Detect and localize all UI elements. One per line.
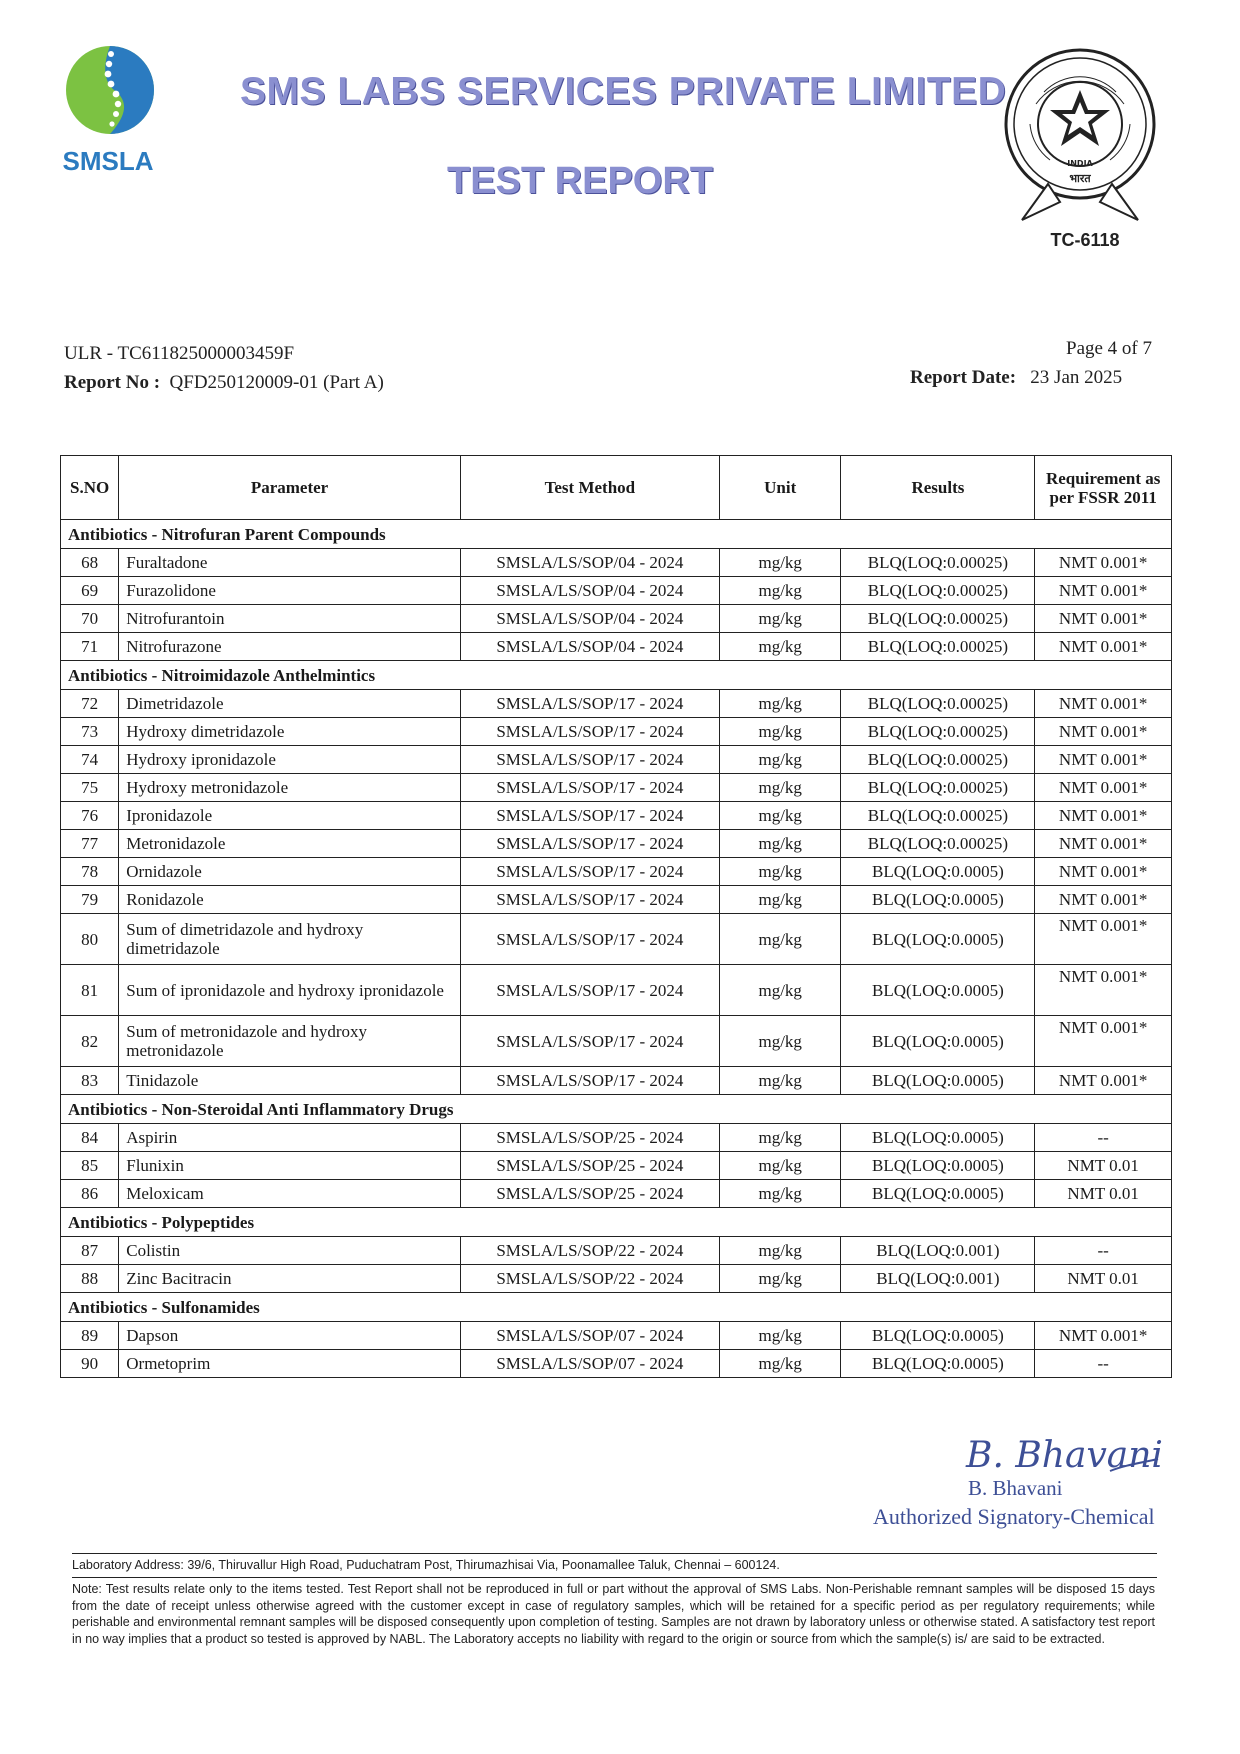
report-date-value: 23 Jan 2025 [1030,367,1123,388]
document-title: TEST REPORT [446,160,714,202]
section-title: Antibiotics - Nitrofuran Parent Compounds [61,520,1172,549]
cell-test-method: SMSLA/LS/SOP/17 - 2024 [460,914,719,965]
report-number-label: Report No : [64,372,161,393]
cell-test-method: SMSLA/LS/SOP/04 - 2024 [460,577,719,605]
cell-unit: mg/kg [719,1016,841,1067]
table-row [61,774,1172,802]
cell-requirement: -- [1035,1350,1172,1378]
section-header-row [61,520,1172,549]
cell-unit: mg/kg [719,549,841,577]
results-table [60,455,1172,1378]
cell-sno: 81 [61,965,119,1016]
cell-requirement: NMT 0.001* [1035,549,1172,577]
cell-test-method: SMSLA/LS/SOP/17 - 2024 [460,718,719,746]
cell-sno: 83 [61,1067,119,1095]
section-title: Antibiotics - Polypeptides [61,1208,1172,1237]
cell-unit: mg/kg [719,605,841,633]
cell-test-method: SMSLA/LS/SOP/07 - 2024 [460,1350,719,1378]
cell-parameter: Nitrofurantoin [119,605,461,633]
cell-test-method: SMSLA/LS/SOP/17 - 2024 [460,746,719,774]
laboratory-address: Laboratory Address: 39/6, Thiruvallur High Road, Puduchatram Post, Thirumazhisai Via, Poonamallee Taluk, Chennai – 600124. [72,1558,780,1572]
cell-result: BLQ(LOQ:0.0005) [841,1124,1035,1152]
cell-parameter: Ipronidazole [119,802,461,830]
cell-test-method: SMSLA/LS/SOP/04 - 2024 [460,605,719,633]
cell-test-method: SMSLA/LS/SOP/17 - 2024 [460,690,719,718]
cell-result: BLQ(LOQ:0.0005) [841,1067,1035,1095]
cell-parameter: Ormetoprim [119,1350,461,1378]
cell-test-method: SMSLA/LS/SOP/04 - 2024 [460,549,719,577]
table-row [61,549,1172,577]
cell-sno: 79 [61,886,119,914]
cell-parameter: Aspirin [119,1124,461,1152]
cell-result: BLQ(LOQ:0.001) [841,1265,1035,1293]
table-row [61,1016,1172,1067]
table-header-row [61,456,1172,520]
cell-unit: mg/kg [719,1124,841,1152]
cell-sno: 85 [61,1152,119,1180]
cell-result: BLQ(LOQ:0.00025) [841,605,1035,633]
cell-test-method: SMSLA/LS/SOP/07 - 2024 [460,1322,719,1350]
table-row [61,1265,1172,1293]
cell-requirement: NMT 0.001* [1035,746,1172,774]
cell-sno: 74 [61,746,119,774]
signatory-name: B. Bhavani [968,1476,1063,1500]
cell-unit: mg/kg [719,830,841,858]
cell-unit: mg/kg [719,746,841,774]
cell-requirement: NMT 0.001* [1035,1322,1172,1350]
table-row [61,1322,1172,1350]
column-header-parameter: Parameter [119,456,461,520]
section-header-row [61,1293,1172,1322]
table-row [61,1067,1172,1095]
section-title: Antibiotics - Nitroimidazole Anthelmintics [61,661,1172,690]
section-header-row [61,661,1172,690]
table-row [61,605,1172,633]
cell-sno: 72 [61,690,119,718]
cell-parameter: Sum of dimetridazole and hydroxy dimetridazole [119,914,461,965]
footer-divider-bottom [72,1577,1157,1578]
table-row [61,830,1172,858]
certificate-number: TC-6118 [1050,230,1120,250]
table-row [61,577,1172,605]
company-name: SMS LABS SERVICES PRIVATE LIMITED [240,70,1007,113]
cell-test-method: SMSLA/LS/SOP/17 - 2024 [460,886,719,914]
cell-sno: 87 [61,1237,119,1265]
cell-parameter: Nitrofurazone [119,633,461,661]
cell-test-method: SMSLA/LS/SOP/17 - 2024 [460,802,719,830]
cell-sno: 71 [61,633,119,661]
cell-result: BLQ(LOQ:0.0005) [841,1152,1035,1180]
seal-text-india: INDIA [1067,159,1093,168]
cell-sno: 76 [61,802,119,830]
seal-text-bharat: भारत [1069,172,1091,185]
cell-unit: mg/kg [719,690,841,718]
cell-unit: mg/kg [719,1265,841,1293]
cell-requirement: NMT 0.001* [1035,690,1172,718]
cell-result: BLQ(LOQ:0.00025) [841,746,1035,774]
cell-parameter: Furaltadone [119,549,461,577]
cell-parameter: Ornidazole [119,858,461,886]
column-header-test-method: Test Method [460,456,719,520]
cell-test-method: SMSLA/LS/SOP/22 - 2024 [460,1265,719,1293]
cell-requirement: NMT 0.01 [1035,1152,1172,1180]
cell-unit: mg/kg [719,633,841,661]
table-row [61,965,1172,1016]
cell-requirement: NMT 0.001* [1035,774,1172,802]
cell-result: BLQ(LOQ:0.001) [841,1237,1035,1265]
cell-requirement: NMT 0.001* [1035,718,1172,746]
cell-sno: 80 [61,914,119,965]
cell-sno: 68 [61,549,119,577]
cell-requirement: NMT 0.001* [1035,605,1172,633]
table-row [61,1237,1172,1265]
cell-result: BLQ(LOQ:0.0005) [841,914,1035,965]
cell-requirement: NMT 0.01 [1035,1265,1172,1293]
cell-requirement: NMT 0.01 [1035,1180,1172,1208]
cell-parameter: Hydroxy ipronidazole [119,746,461,774]
cell-test-method: SMSLA/LS/SOP/17 - 2024 [460,1067,719,1095]
cell-requirement: NMT 0.001* [1035,802,1172,830]
report-date [910,367,1122,389]
cell-parameter: Hydroxy metronidazole [119,774,461,802]
cell-requirement: NMT 0.001* [1035,633,1172,661]
column-header-results: Results [841,456,1035,520]
cell-parameter: Zinc Bacitracin [119,1265,461,1293]
cell-result: BLQ(LOQ:0.00025) [841,633,1035,661]
cell-result: BLQ(LOQ:0.0005) [841,965,1035,1016]
column-header-sno: S.NO [61,456,119,520]
cell-requirement: NMT 0.001* [1035,886,1172,914]
section-header-row [61,1208,1172,1237]
table-row [61,914,1172,965]
cell-parameter: Tinidazole [119,1067,461,1095]
cell-sno: 75 [61,774,119,802]
table-row [61,690,1172,718]
report-number [64,372,384,394]
cell-result: BLQ(LOQ:0.0005) [841,886,1035,914]
table-row [61,858,1172,886]
cell-sno: 86 [61,1180,119,1208]
cell-parameter: Hydroxy dimetridazole [119,718,461,746]
cell-result: BLQ(LOQ:0.00025) [841,802,1035,830]
cell-sno: 82 [61,1016,119,1067]
cell-result: BLQ(LOQ:0.0005) [841,858,1035,886]
cell-unit: mg/kg [719,858,841,886]
cell-sno: 69 [61,577,119,605]
cell-parameter: Ronidazole [119,886,461,914]
cell-test-method: SMSLA/LS/SOP/17 - 2024 [460,965,719,1016]
cell-test-method: SMSLA/LS/SOP/17 - 2024 [460,830,719,858]
accreditation-seal [1000,44,1165,224]
table-row [61,718,1172,746]
cell-parameter: Colistin [119,1237,461,1265]
disclaimer-note: Note: Test results relate only to the items tested. Test Report shall not be reproduced in full or part without the approval of SMS Labs. Non-Perishable remnant samples will be disposed 15 days from the date of receipt unless otherwise agreed with the customer except in case of regulatory samples, which will be retained for a specific period as per regulatory requirements; while perishable and environmental remnant samples will be disposed consequently upon completion of testing. Samples are not drawn by laboratory unless or otherwise stated. A satisfactory test report in no way implies that a product so tested is approved by NABL. The Laboratory accepts no liability with regard to the origin or source from which the sample(s) is/ are said to be extracted. [72,1582,1155,1646]
cell-result: BLQ(LOQ:0.00025) [841,774,1035,802]
table-row [61,1180,1172,1208]
cell-requirement: NMT 0.001* [1035,830,1172,858]
report-number-value: QFD250120009-01 (Part A) [169,372,384,393]
cell-test-method: SMSLA/LS/SOP/22 - 2024 [460,1237,719,1265]
cell-test-method: SMSLA/LS/SOP/17 - 2024 [460,1016,719,1067]
cell-parameter: Furazolidone [119,577,461,605]
cell-result: BLQ(LOQ:0.0005) [841,1016,1035,1067]
table-row [61,1350,1172,1378]
cell-requirement: NMT 0.001* [1035,577,1172,605]
cell-unit: mg/kg [719,774,841,802]
cell-test-method: SMSLA/LS/SOP/17 - 2024 [460,858,719,886]
column-header-unit: Unit [719,456,841,520]
cell-requirement: -- [1035,1124,1172,1152]
cell-result: BLQ(LOQ:0.00025) [841,718,1035,746]
cell-parameter: Sum of metronidazole and hydroxy metronidazole [119,1016,461,1067]
ulr-number: ULR - TC611825000003459F [64,343,295,364]
cell-sno: 73 [61,718,119,746]
cell-test-method: SMSLA/LS/SOP/25 - 2024 [460,1152,719,1180]
column-header-requirement: Requirement as per FSSR 2011 [1035,456,1172,520]
cell-requirement: NMT 0.001* [1035,1016,1172,1067]
cell-result: BLQ(LOQ:0.00025) [841,830,1035,858]
cell-requirement: NMT 0.001* [1035,914,1172,965]
cell-sno: 90 [61,1350,119,1378]
cell-unit: mg/kg [719,914,841,965]
cell-requirement: NMT 0.001* [1035,858,1172,886]
cell-result: BLQ(LOQ:0.00025) [841,690,1035,718]
section-header-row [61,1095,1172,1124]
section-title: Antibiotics - Non-Steroidal Anti Inflammatory Drugs [61,1095,1172,1124]
cell-requirement: NMT 0.001* [1035,1067,1172,1095]
cell-unit: mg/kg [719,1350,841,1378]
cell-result: BLQ(LOQ:0.0005) [841,1180,1035,1208]
table-row [61,633,1172,661]
cell-result: BLQ(LOQ:0.0005) [841,1350,1035,1378]
cell-requirement: NMT 0.001* [1035,965,1172,1016]
company-logo [58,44,168,184]
signatory-title: Authorized Signatory-Chemical [873,1504,1155,1529]
cell-result: BLQ(LOQ:0.00025) [841,549,1035,577]
table-row [61,886,1172,914]
cell-unit: mg/kg [719,1322,841,1350]
footer-divider-top [72,1553,1157,1554]
cell-sno: 70 [61,605,119,633]
signature-script: B. Bhavani [966,1435,1163,1476]
cell-parameter: Dapson [119,1322,461,1350]
cell-unit: mg/kg [719,1067,841,1095]
cell-parameter: Sum of ipronidazole and hydroxy ipronidazole [119,965,461,1016]
cell-parameter: Dimetridazole [119,690,461,718]
table-row [61,802,1172,830]
cell-unit: mg/kg [719,1180,841,1208]
cell-result: BLQ(LOQ:0.00025) [841,577,1035,605]
cell-test-method: SMSLA/LS/SOP/25 - 2024 [460,1124,719,1152]
section-title: Antibiotics - Sulfonamides [61,1293,1172,1322]
cell-unit: mg/kg [719,802,841,830]
cell-unit: mg/kg [719,1237,841,1265]
cell-parameter: Metronidazole [119,830,461,858]
cell-result: BLQ(LOQ:0.0005) [841,1322,1035,1350]
cell-test-method: SMSLA/LS/SOP/25 - 2024 [460,1180,719,1208]
cell-sno: 77 [61,830,119,858]
cell-sno: 89 [61,1322,119,1350]
cell-unit: mg/kg [719,577,841,605]
report-date-label: Report Date: [910,367,1017,388]
cell-sno: 78 [61,858,119,886]
cell-requirement: -- [1035,1237,1172,1265]
table-row [61,746,1172,774]
table-row [61,1124,1172,1152]
cell-sno: 84 [61,1124,119,1152]
cell-parameter: Flunixin [119,1152,461,1180]
logo-text: SMSLA [62,146,154,176]
cell-test-method: SMSLA/LS/SOP/17 - 2024 [460,774,719,802]
cell-unit: mg/kg [719,1152,841,1180]
table-row [61,1152,1172,1180]
page-number: Page 4 of 7 [1066,338,1153,359]
cell-sno: 88 [61,1265,119,1293]
cell-unit: mg/kg [719,965,841,1016]
cell-test-method: SMSLA/LS/SOP/04 - 2024 [460,633,719,661]
results-table-body [61,520,1172,1378]
cell-parameter: Meloxicam [119,1180,461,1208]
cell-unit: mg/kg [719,886,841,914]
cell-unit: mg/kg [719,718,841,746]
